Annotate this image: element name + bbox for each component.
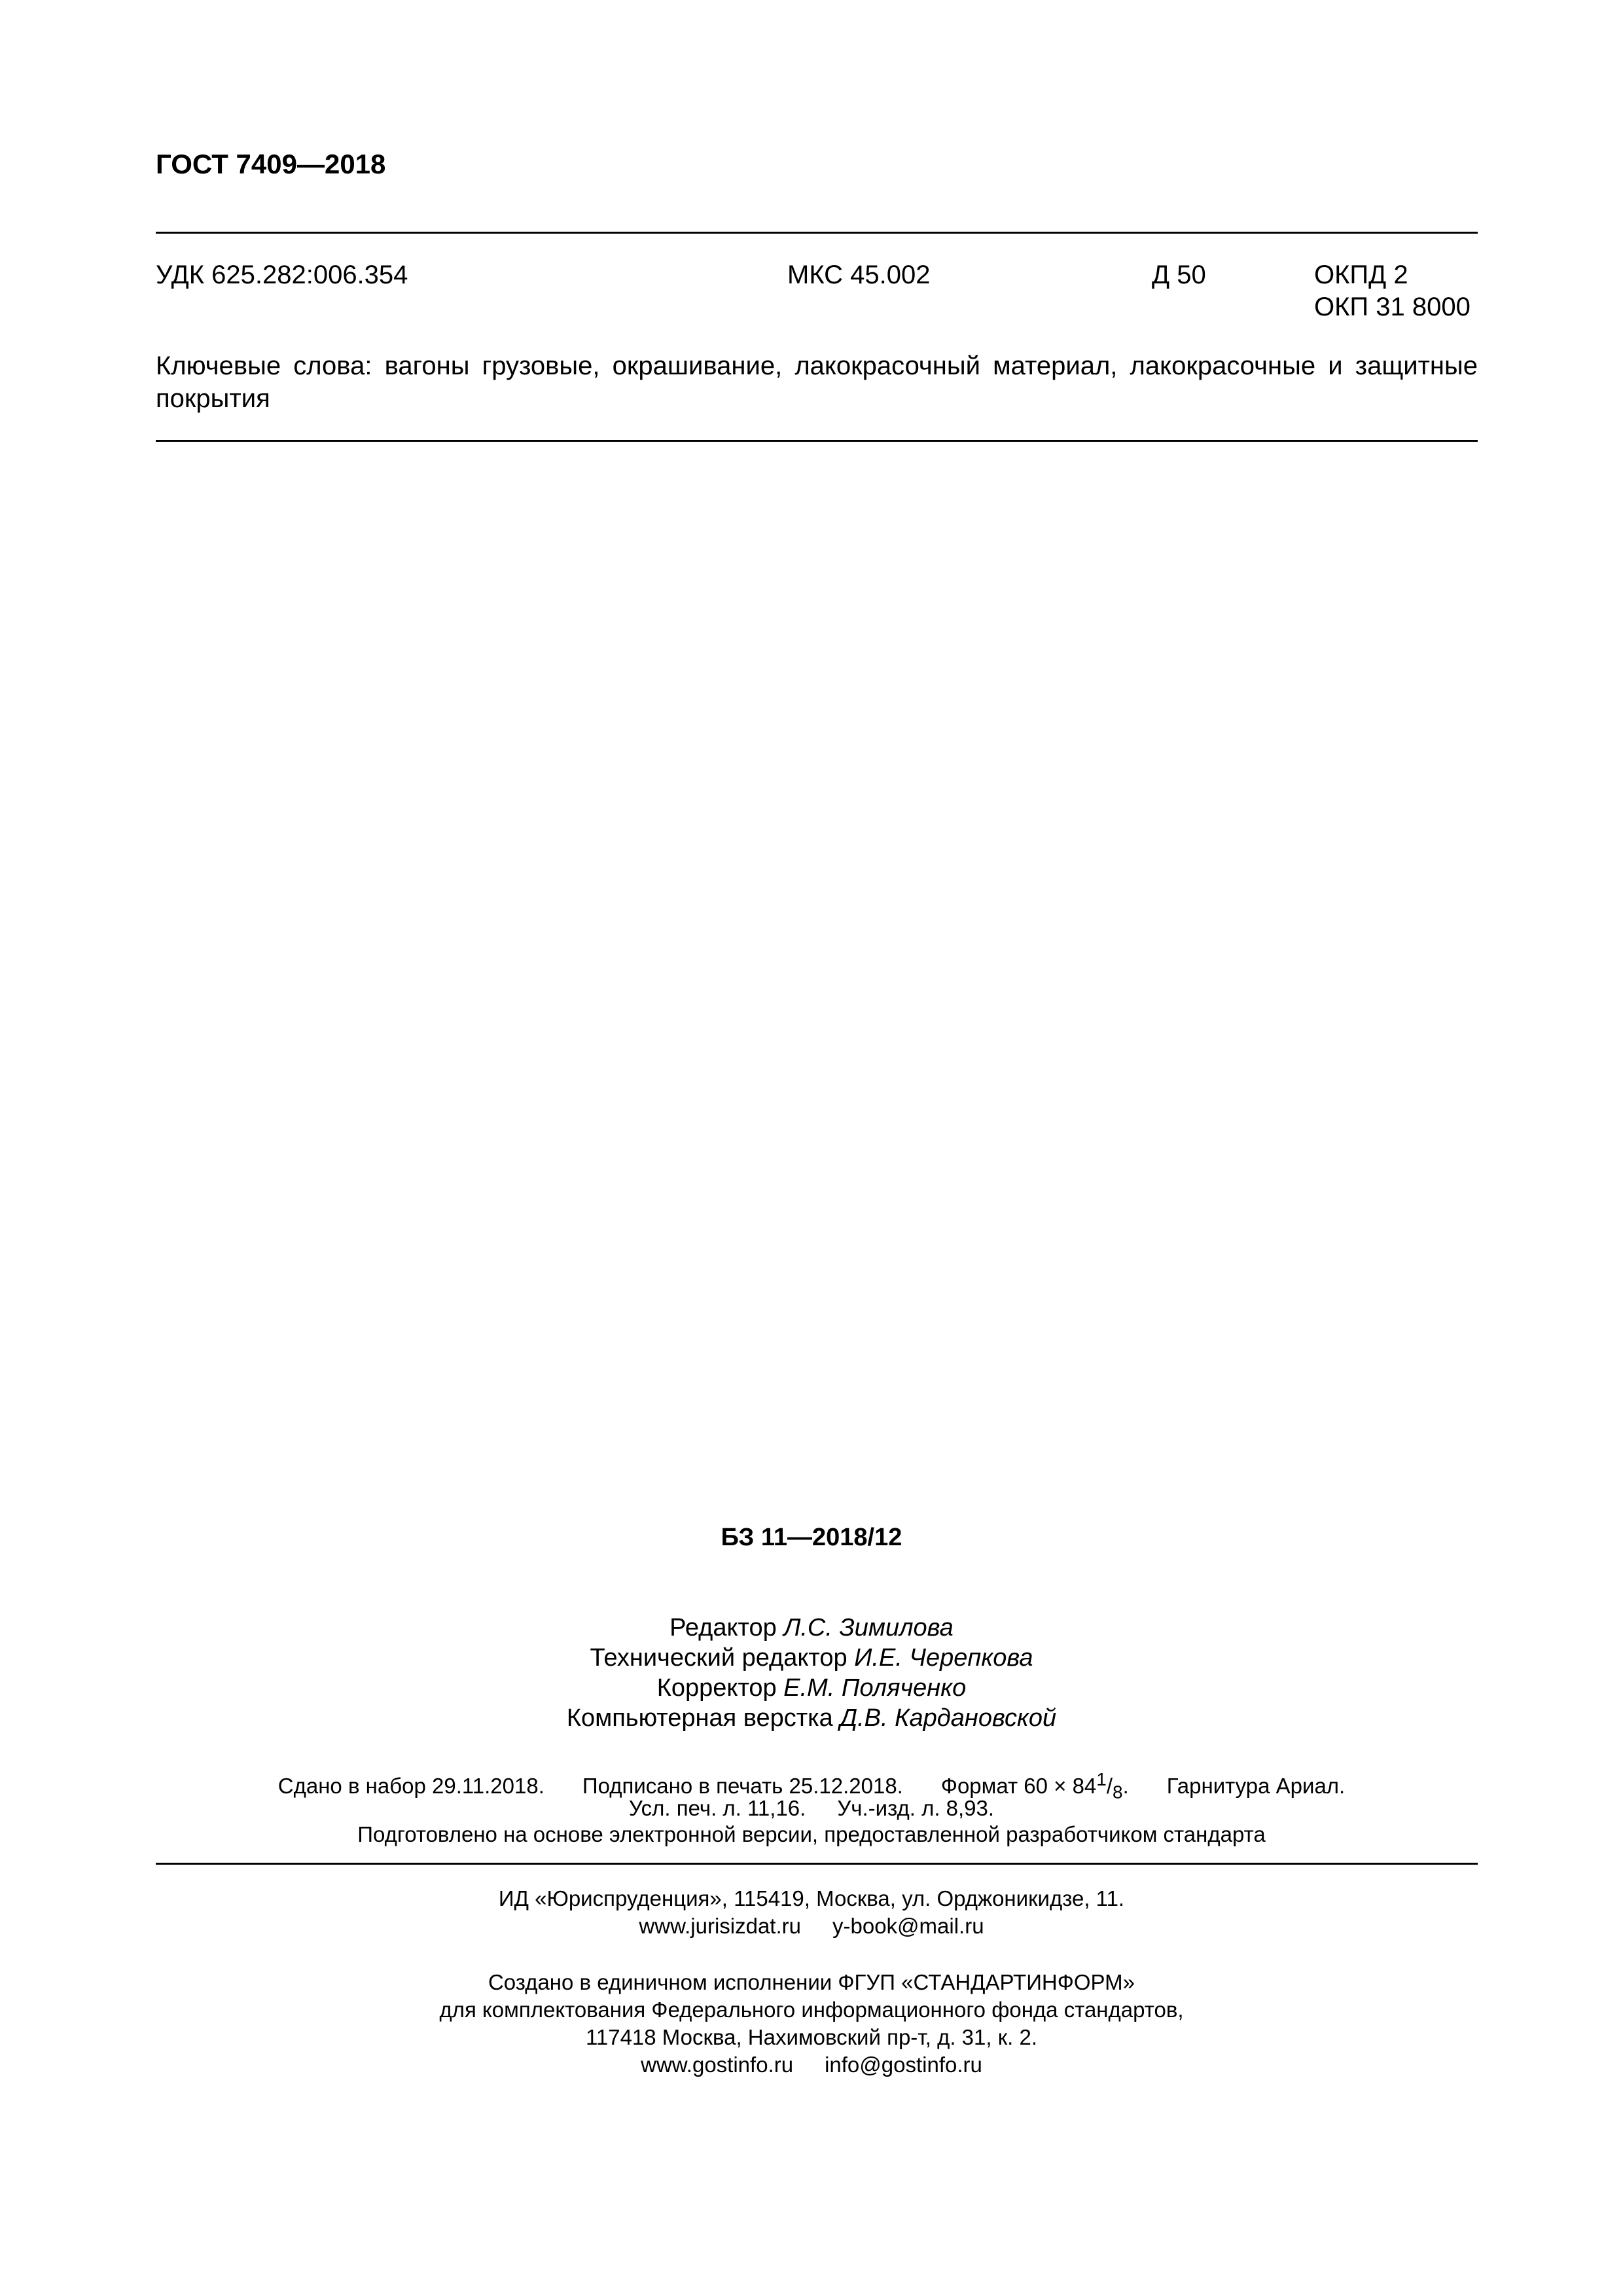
tech-editor-role: Технический редактор <box>590 1644 855 1672</box>
publisher-email-link[interactable]: y-book@mail.ru <box>832 1914 984 1938</box>
bz-number: БЗ 11—2018/12 <box>721 1524 902 1551</box>
gostinfo-email-link[interactable]: info@gostinfo.ru <box>825 2053 982 2077</box>
okp-code: ОКП 31 8000 <box>1314 293 1471 321</box>
corrector-line <box>0 1673 1623 1703</box>
created-line-1: Создано в единичном исполнении ФГУП «СТАНДАРТИНФОРМ» <box>488 1970 1135 1994</box>
signed-date: Подписано в печать 25.12.2018. <box>582 1774 903 1798</box>
created-line-2: для комплектования Федерального информационного фонда стандартов, <box>439 1998 1184 2022</box>
okpd-code: ОКПД 2 <box>1314 260 1408 289</box>
gostinfo-site-link[interactable]: www.gostinfo.ru <box>641 2053 794 2077</box>
udk-code: УДК 625.282:006.354 <box>156 260 408 289</box>
created-contacts <box>0 2050 1623 2080</box>
corrector-name: Е.М. Поляченко <box>783 1674 967 1702</box>
keywords-line-2: покрытия <box>156 384 270 413</box>
d-code: Д 50 <box>1152 260 1206 289</box>
mks-code: МКС 45.002 <box>787 260 931 289</box>
layout-name: Д.В. Кардановской <box>840 1704 1057 1732</box>
corrector-role: Корректор <box>656 1674 784 1702</box>
layout-role: Компьютерная верстка <box>566 1704 840 1732</box>
page-title: ГОСТ 7409—2018 <box>156 149 386 179</box>
divider-keywords <box>156 440 1478 442</box>
print-sheets: Усл. печ. л. 11,16. <box>628 1796 806 1820</box>
created-line-3: 117418 Москва, Нахимовский пр-т, д. 31, к. 2. <box>585 2025 1038 2049</box>
prepared-note: Подготовлено на основе электронной версии, предоставленной разработчиком стандарта <box>357 1822 1266 1846</box>
divider-bottom <box>156 1863 1478 1865</box>
publisher-address: ИД «Юриспруденция», 115419, Москва, ул. Орджоникидзе, 11. <box>498 1886 1125 1910</box>
pub-sheets: Уч.-изд. л. 8,93. <box>837 1796 995 1820</box>
editor-role: Редактор <box>669 1614 784 1641</box>
tech-editor-name: И.Е. Черепкова <box>854 1644 1033 1672</box>
publisher-contacts <box>0 1911 1623 1941</box>
publisher-site-link[interactable]: www.jurisizdat.ru <box>639 1914 801 1938</box>
typeface-info: Гарнитура Ариал. <box>1166 1774 1346 1798</box>
divider-top <box>156 232 1478 234</box>
submitted-date: Сдано в набор 29.11.2018. <box>277 1774 544 1798</box>
tech-editor-line <box>0 1643 1623 1673</box>
format-info: Формат $60 \times 84^1/_8$. <box>940 1769 1129 1803</box>
keywords-line-1: Ключевые слова: вагоны грузовые, окрашивание, лакокрасочный материал, лакокрасочные и защитные <box>156 351 1478 380</box>
editor-name: Л.С. Зимилова <box>783 1614 954 1641</box>
layout-line <box>0 1703 1623 1733</box>
editor-line <box>0 1613 1623 1643</box>
